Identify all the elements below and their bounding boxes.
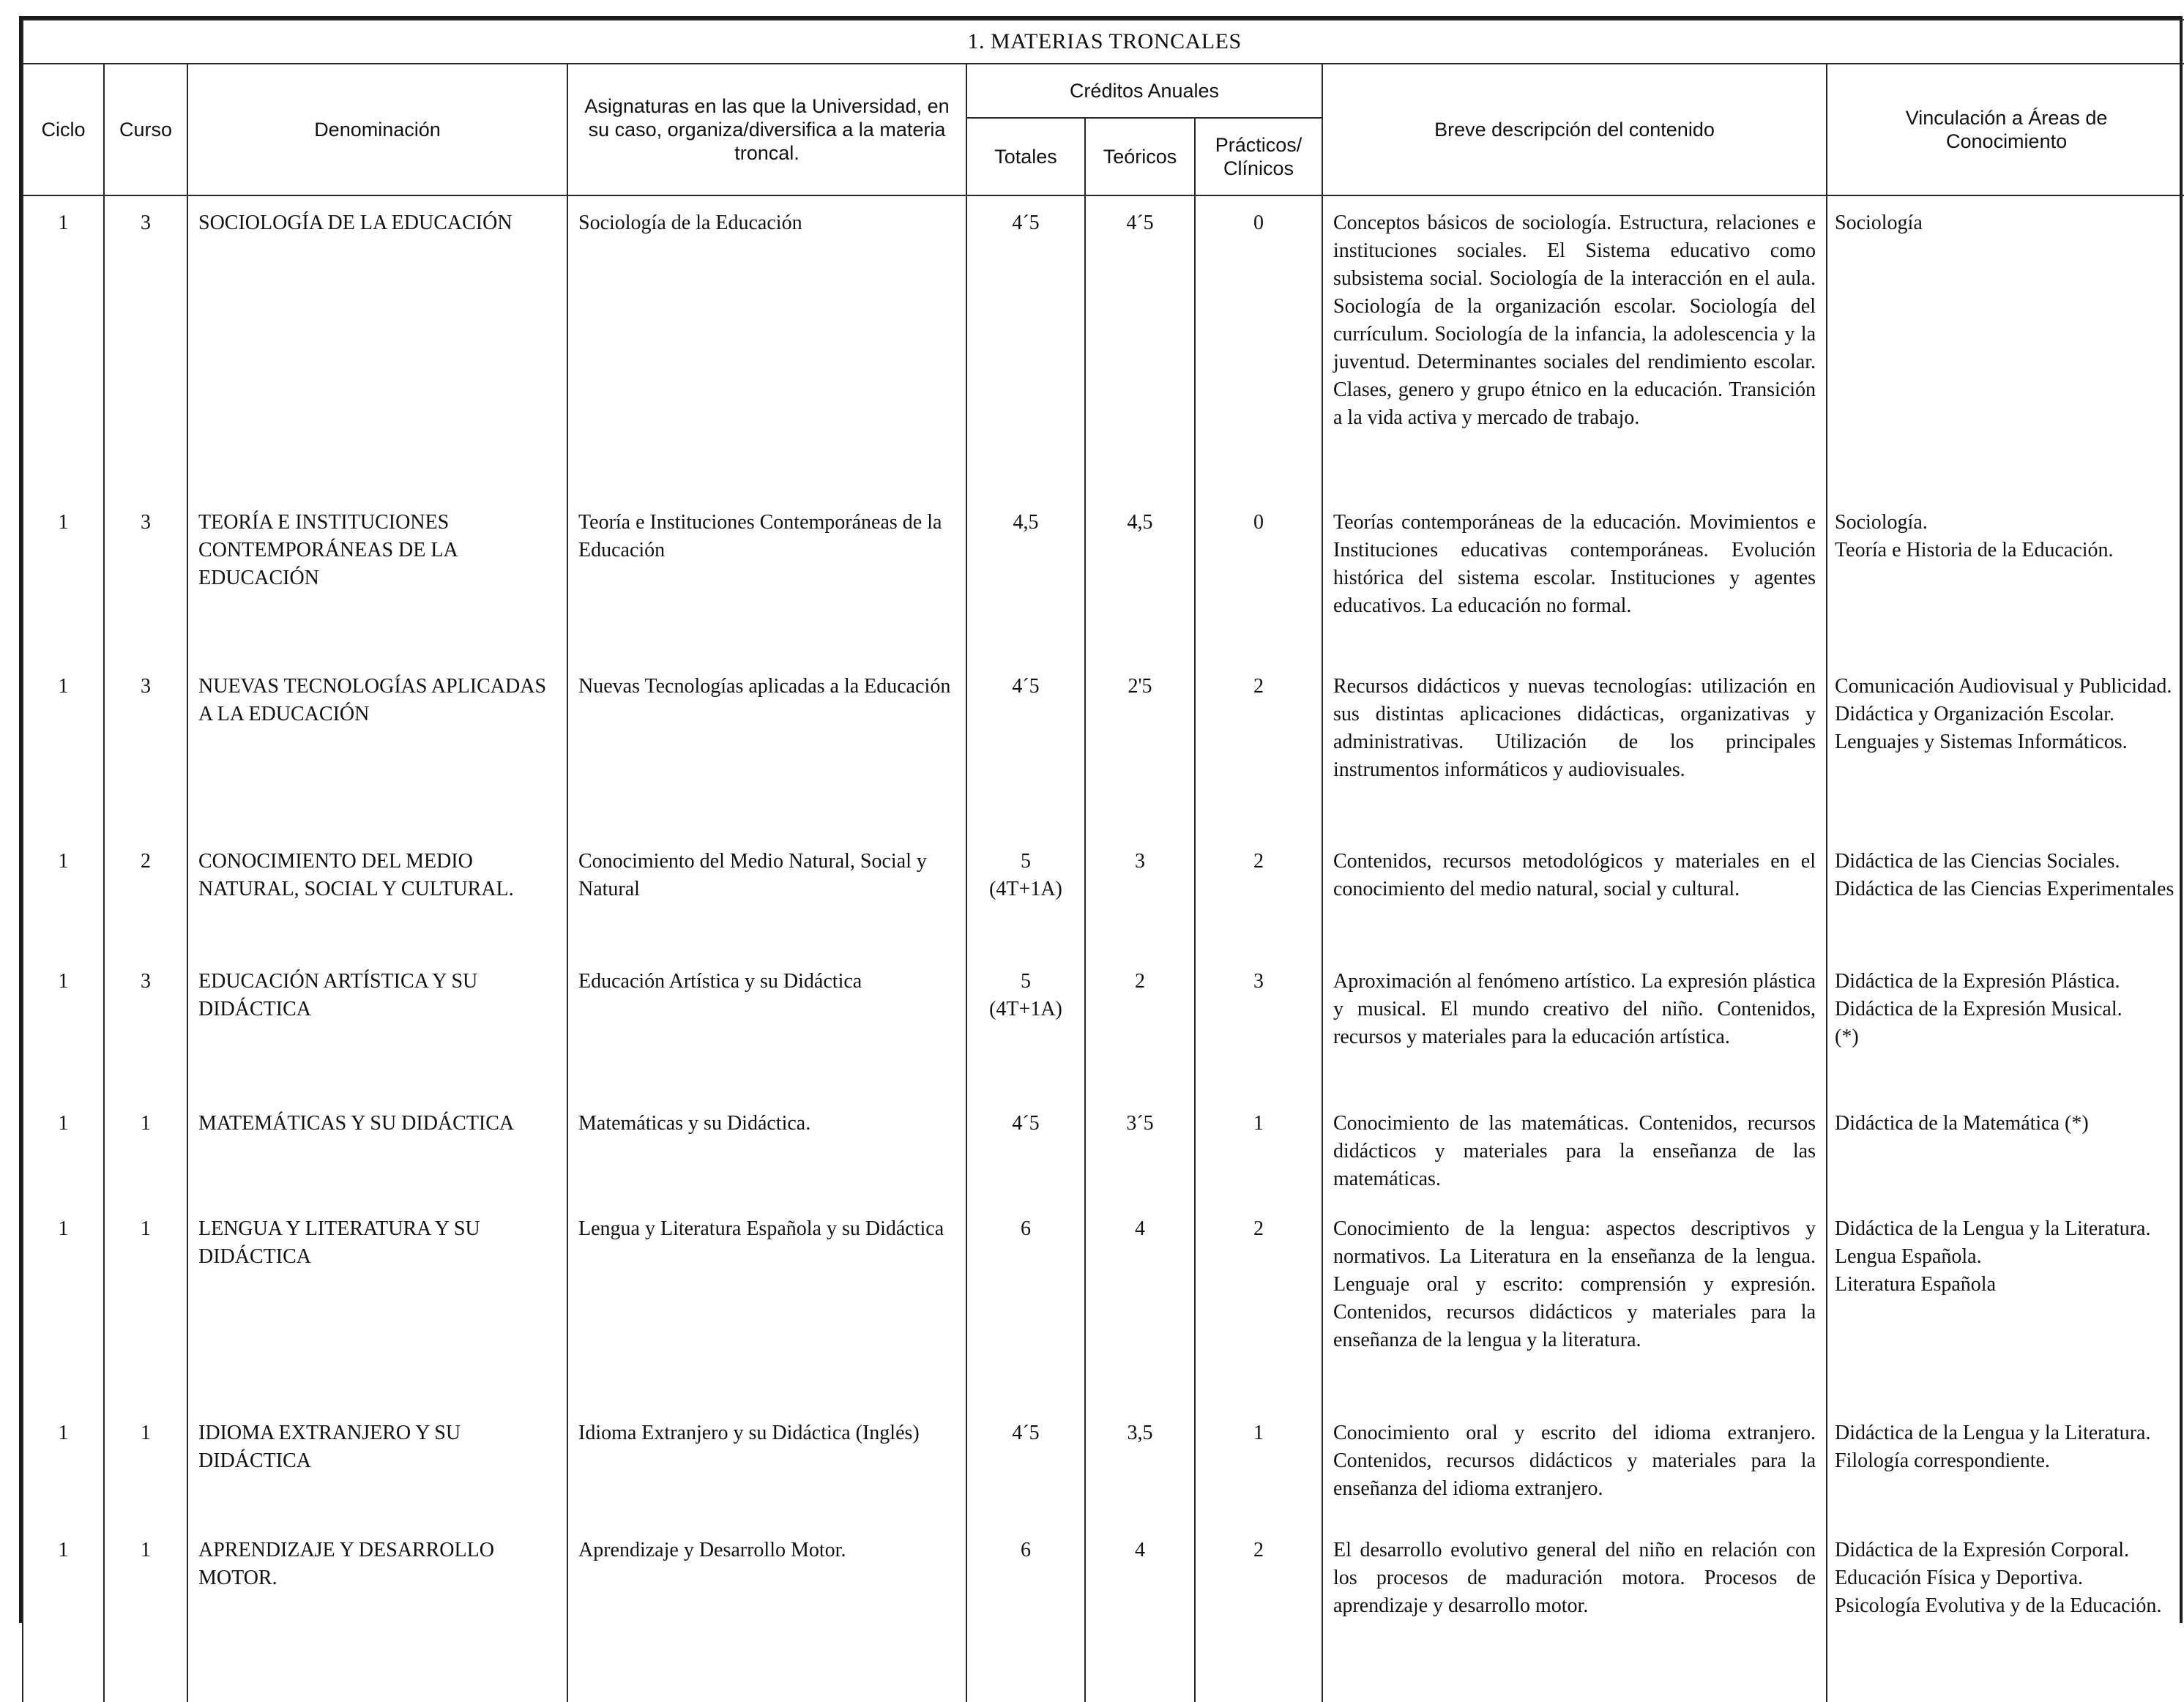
cell-asignatura: Teoría e Instituciones Contemporáneas de la Educación (567, 496, 966, 660)
cell-areas (1827, 660, 2184, 835)
area-item: Didáctica de la Matemática (*) (1835, 1112, 2089, 1135)
cell-descripcion: Contenidos, recursos metodológicos y materiales en el conocimiento del medio natural, social y cultural. (1322, 835, 1827, 955)
cell-practicos: 1 (1195, 1097, 1322, 1202)
cell-descripcion: Aproximación al fenómeno artístico. La expresión plástica y musical. El mundo creativo del niño. Contenidos, recursos y materiales para la educación artística. (1322, 955, 1827, 1097)
cell-ciclo: 1 (23, 1406, 104, 1523)
cell-totales (966, 195, 1085, 496)
cell-totales (966, 1523, 1085, 1702)
cell-curso: 2 (104, 835, 187, 955)
cell-descripcion: Conceptos básicos de sociología. Estructura, relaciones e instituciones sociales. El Sistema educativo como subsistema social. Sociología de la interacción en el aula. Sociología de la organización escolar. Sociología del currículum. Sociología de la infancia, la adolescencia y la juventud. Determinantes sociales del rendimiento escolar. Clases, genero y grupo étnico en la educación. Transición a la vida activa y mercado de trabajo. (1322, 195, 1827, 496)
header-denominacion: Denominación (187, 64, 567, 195)
cell-ciclo: 1 (23, 1202, 104, 1406)
table-row (23, 1202, 2184, 1406)
cell-practicos: 3 (1195, 955, 1322, 1097)
totales-extra: (4T+1A) (989, 878, 1062, 900)
cell-curso: 3 (104, 195, 187, 496)
cell-curso: 3 (104, 660, 187, 835)
cell-areas (1827, 195, 2184, 496)
area-item: Didáctica de la Expresión Musical. (1835, 998, 2122, 1020)
cell-denominacion: LENGUA Y LITERATURA Y SU DIDÁCTICA (187, 1202, 567, 1406)
cell-teoricos: 2 (1085, 955, 1195, 1097)
cell-totales (966, 1406, 1085, 1523)
cell-areas (1827, 1097, 2184, 1202)
cell-teoricos: 3 (1085, 835, 1195, 955)
cell-asignatura: Idioma Extranjero y su Didáctica (Inglés) (567, 1406, 966, 1523)
cell-areas (1827, 955, 2184, 1097)
cell-practicos: 2 (1195, 1523, 1322, 1702)
table-row (23, 1523, 2184, 1702)
totales-value: 6 (1021, 1217, 1031, 1240)
cell-areas (1827, 1202, 2184, 1406)
materias-table (22, 19, 2184, 1702)
cell-ciclo: 1 (23, 955, 104, 1097)
cell-practicos: 0 (1195, 195, 1322, 496)
cell-curso: 3 (104, 496, 187, 660)
cell-practicos: 2 (1195, 1202, 1322, 1406)
area-item: Didáctica de la Lengua y la Literatura. (1835, 1217, 2151, 1240)
cell-descripcion: Teorías contemporáneas de la educación. Movimientos e Instituciones educativas contemporáneas. Evolución histórica del sistema escolar. Instituciones y agentes educativos. La educación no formal. (1322, 496, 1827, 660)
cell-ciclo: 1 (23, 496, 104, 660)
cell-curso: 1 (104, 1523, 187, 1702)
header-descripcion: Breve descripción del contenido (1322, 64, 1827, 195)
table-row (23, 660, 2184, 835)
cell-descripcion: El desarrollo evolutivo general del niño en relación con los procesos de maduración motora. Procesos de aprendizaje y desarrollo motor. (1322, 1523, 1827, 1702)
cell-practicos: 0 (1195, 496, 1322, 660)
cell-curso: 1 (104, 1406, 187, 1523)
area-item: Psicología Evolutiva y de la Educación. (1835, 1594, 2162, 1617)
area-item: Didáctica de la Expresión Corporal. (1835, 1539, 2129, 1561)
header-curso: Curso (104, 64, 187, 195)
totales-value: 4´5 (1012, 1422, 1040, 1444)
table-header (23, 20, 2184, 195)
area-item: Comunicación Audiovisual y Publicidad. (1835, 675, 2172, 698)
totales-value: 4´5 (1012, 1112, 1040, 1135)
totales-extra: (4T+1A) (989, 998, 1062, 1020)
header-vinculacion: Vinculación a Áreas de Conocimiento (1827, 64, 2184, 195)
area-item: Didáctica y Organización Escolar. (1835, 703, 2114, 725)
cell-ciclo: 1 (23, 1097, 104, 1202)
cell-descripcion: Recursos didácticos y nuevas tecnologías: utilización en sus distintas aplicaciones didácticas, organizativas y administrativas. Utilización de los principales instrumentos informáticos y audiovisuales. (1322, 660, 1827, 835)
area-item: Teoría e Historia de la Educación. (1835, 539, 2114, 561)
cell-asignatura: Lengua y Literatura Española y su Didáctica (567, 1202, 966, 1406)
area-item: Filología correspondiente. (1835, 1449, 2050, 1472)
cell-teoricos: 2'5 (1085, 660, 1195, 835)
cell-practicos: 2 (1195, 835, 1322, 955)
table-row (23, 1097, 2184, 1202)
cell-asignatura: Sociología de la Educación (567, 195, 966, 496)
cell-denominacion: NUEVAS TECNOLOGÍAS APLICADAS A LA EDUCACIÓN (187, 660, 567, 835)
area-item: Sociología (1835, 212, 1923, 234)
header-creditos: Créditos Anuales (966, 64, 1322, 118)
cell-denominacion: IDIOMA EXTRANJERO Y SU DIDÁCTICA (187, 1406, 567, 1523)
cell-areas (1827, 835, 2184, 955)
cell-areas (1827, 496, 2184, 660)
cell-denominacion: TEORÍA E INSTITUCIONES CONTEMPORÁNEAS DE LA EDUCACIÓN (187, 496, 567, 660)
area-item: Literatura Española (1835, 1273, 1997, 1296)
totales-value: 4´5 (1012, 675, 1040, 698)
area-item: Educación Física y Deportiva. (1835, 1567, 2084, 1589)
cell-ciclo: 1 (23, 1523, 104, 1702)
cell-denominacion: APRENDIZAJE Y DESARROLLO MOTOR. (187, 1523, 567, 1702)
cell-ciclo: 1 (23, 660, 104, 835)
materias-troncales-sheet (19, 16, 2183, 1623)
header-teoricos: Teóricos (1085, 118, 1195, 195)
totales-value: 4´5 (1012, 212, 1040, 234)
cell-totales (966, 835, 1085, 955)
cell-denominacion: SOCIOLOGÍA DE LA EDUCACIÓN (187, 195, 567, 496)
cell-descripcion: Conocimiento de las matemáticas. Contenidos, recursos didácticos y materiales para la enseñanza de las matemáticas. (1322, 1097, 1827, 1202)
cell-descripcion: Conocimiento oral y escrito del idioma extranjero. Contenidos, recursos didácticos y materiales para la enseñanza del idioma extranjero. (1322, 1406, 1827, 1523)
cell-teoricos: 3,5 (1085, 1406, 1195, 1523)
header-totales: Totales (966, 118, 1085, 195)
table-row (23, 835, 2184, 955)
area-item: Lenguajes y Sistemas Informáticos. (1835, 731, 2128, 753)
cell-totales (966, 1202, 1085, 1406)
cell-practicos: 1 (1195, 1406, 1322, 1523)
area-item: Lengua Española. (1835, 1245, 1982, 1268)
table-body (23, 195, 2184, 1702)
section-title: 1. MATERIAS TRONCALES (23, 20, 2184, 64)
header-asignaturas: Asignaturas en las que la Universidad, en su caso, organiza/diversifica a la materia troncal. (567, 64, 966, 195)
cell-asignatura: Aprendizaje y Desarrollo Motor. (567, 1523, 966, 1702)
cell-practicos: 2 (1195, 660, 1322, 835)
cell-asignatura: Conocimiento del Medio Natural, Social y Natural (567, 835, 966, 955)
header-practicos: Prácticos/ Clínicos (1195, 118, 1322, 195)
cell-curso: 1 (104, 1202, 187, 1406)
cell-totales (966, 1097, 1085, 1202)
table-row (23, 496, 2184, 660)
area-item: Didáctica de las Ciencias Sociales. (1835, 850, 2120, 873)
cell-teoricos: 4 (1085, 1202, 1195, 1406)
cell-totales (966, 660, 1085, 835)
area-item: Sociología. (1835, 511, 1928, 534)
cell-teoricos: 4,5 (1085, 496, 1195, 660)
cell-denominacion: MATEMÁTICAS Y SU DIDÁCTICA (187, 1097, 567, 1202)
cell-areas (1827, 1406, 2184, 1523)
cell-ciclo: 1 (23, 835, 104, 955)
totales-value: 4,5 (1013, 511, 1039, 534)
table-row (23, 195, 2184, 496)
cell-curso: 3 (104, 955, 187, 1097)
cell-totales (966, 496, 1085, 660)
cell-teoricos: 4 (1085, 1523, 1195, 1702)
cell-ciclo: 1 (23, 195, 104, 496)
totales-value: 5 (1021, 970, 1031, 993)
header-ciclo: Ciclo (23, 64, 104, 195)
area-item: Didáctica de la Lengua y la Literatura. (1835, 1422, 2151, 1444)
cell-totales (966, 955, 1085, 1097)
area-item: Didáctica de las Ciencias Experimentales (1835, 878, 2174, 900)
area-item: (*) (1835, 1026, 1859, 1048)
totales-value: 6 (1021, 1539, 1031, 1561)
cell-asignatura: Educación Artística y su Didáctica (567, 955, 966, 1097)
area-item: Didáctica de la Expresión Plástica. (1835, 970, 2120, 993)
cell-curso: 1 (104, 1097, 187, 1202)
cell-denominacion: EDUCACIÓN ARTÍSTICA Y SU DIDÁCTICA (187, 955, 567, 1097)
cell-teoricos: 4´5 (1085, 195, 1195, 496)
cell-descripcion: Conocimiento de la lengua: aspectos descriptivos y normativos. La Literatura en la enseñanza de la lengua. Lenguaje oral y escrito: comprensión y expresión. Contenidos, recursos didácticos y materiales para la enseñanza de la lengua y la literatura. (1322, 1202, 1827, 1406)
cell-denominacion: CONOCIMIENTO DEL MEDIO NATURAL, SOCIAL Y CULTURAL. (187, 835, 567, 955)
table-row (23, 955, 2184, 1097)
cell-asignatura: Matemáticas y su Didáctica. (567, 1097, 966, 1202)
totales-value: 5 (1021, 850, 1031, 873)
cell-teoricos: 3´5 (1085, 1097, 1195, 1202)
table-row (23, 1406, 2184, 1523)
cell-asignatura: Nuevas Tecnologías aplicadas a la Educación (567, 660, 966, 835)
cell-areas (1827, 1523, 2184, 1702)
